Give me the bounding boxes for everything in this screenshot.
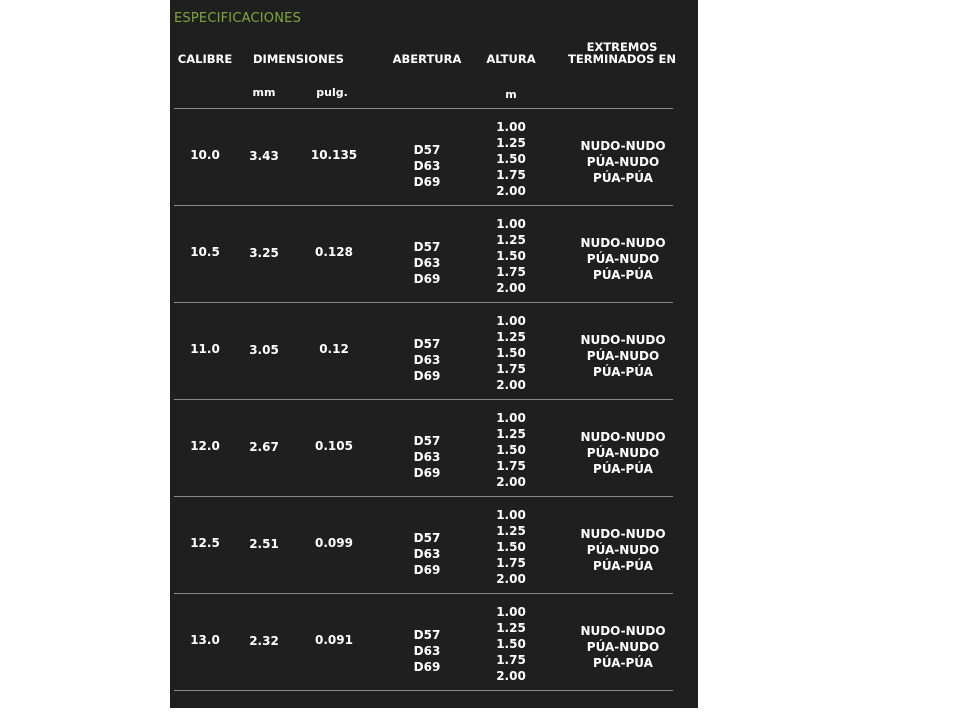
altura-list-item: 1.75 (496, 556, 526, 570)
altura-list-item: 1.50 (496, 540, 526, 554)
altura-list-item: 1.25 (496, 524, 526, 538)
altura-list-item: 1.25 (496, 427, 526, 441)
table-row (170, 206, 698, 303)
altura-list (486, 410, 536, 490)
extremos-list-item: NUDO-NUDO (580, 236, 666, 250)
altura-list-item: 1.25 (496, 621, 526, 635)
abertura-list-item: D63 (413, 256, 441, 270)
abertura-list (402, 336, 452, 384)
header-calibre: CALIBRE (177, 52, 233, 66)
extremos-list-item: PÚA-NUDO (586, 543, 660, 557)
altura-list-item: 1.50 (496, 637, 526, 651)
extremos-list-item: NUDO-NUDO (580, 624, 666, 638)
extremos-list-item: NUDO-NUDO (580, 527, 666, 541)
altura-list-item: 2.00 (496, 572, 526, 586)
altura-list-item: 1.50 (496, 443, 526, 457)
altura-list-item: 1.25 (496, 233, 526, 247)
pulg-cell: 0.12 (319, 342, 349, 356)
abertura-list-item: D63 (413, 450, 441, 464)
altura-list-item: 1.00 (496, 314, 526, 328)
extremos-list-item: PÚA-NUDO (586, 155, 660, 169)
abertura-list-item: D69 (413, 466, 441, 480)
pulg-cell: 0.099 (315, 536, 353, 550)
extremos-list-item: PÚA-PÚA (593, 268, 653, 282)
altura-list (486, 313, 536, 393)
mm-cell: 2.51 (249, 537, 279, 551)
extremos-list-item: NUDO-NUDO (580, 333, 666, 347)
unit-m: m (505, 88, 517, 101)
altura-list-item: 1.50 (496, 249, 526, 263)
extremos-list (573, 332, 673, 380)
altura-list (486, 216, 536, 296)
pulg-cell: 0.091 (315, 633, 353, 647)
mm-cell: 3.25 (249, 246, 279, 260)
pulg-cell: 0.128 (315, 245, 353, 259)
mm-cell: 2.32 (249, 634, 279, 648)
extremos-list-item: NUDO-NUDO (580, 430, 666, 444)
altura-list-item: 1.75 (496, 362, 526, 376)
altura-list-item: 2.00 (496, 475, 526, 489)
header-extremos-line1: EXTREMOS (586, 40, 658, 54)
altura-list-item: 2.00 (496, 669, 526, 683)
altura-list-item: 1.00 (496, 605, 526, 619)
abertura-list (402, 433, 452, 481)
extremos-list (573, 138, 673, 186)
extremos-list-item: NUDO-NUDO (580, 139, 666, 153)
abertura-list-item: D63 (413, 353, 441, 367)
extremos-list-item: PÚA-NUDO (586, 640, 660, 654)
specifications-panel (170, 0, 698, 708)
abertura-list-item: D63 (413, 547, 441, 561)
calibre-cell: 13.0 (190, 633, 220, 647)
mm-cell: 2.67 (249, 440, 279, 454)
abertura-list-item: D63 (413, 644, 441, 658)
table-row (170, 303, 698, 400)
calibre-cell: 10.0 (190, 148, 220, 162)
extremos-list-item: PÚA-PÚA (593, 559, 653, 573)
calibre-cell: 12.5 (190, 536, 220, 550)
table-row (170, 497, 698, 594)
altura-list-item: 1.00 (496, 508, 526, 522)
abertura-list-item: D57 (413, 240, 441, 254)
altura-list-item: 1.50 (496, 346, 526, 360)
altura-list-item: 1.00 (496, 120, 526, 134)
altura-list (486, 119, 536, 199)
header-abertura: ABERTURA (392, 52, 462, 66)
abertura-list-item: D69 (413, 660, 441, 674)
header-dimensiones: DIMENSIONES (253, 52, 344, 66)
abertura-list-item: D57 (413, 628, 441, 642)
row-divider (174, 690, 673, 691)
extremos-list-item: PÚA-NUDO (586, 446, 660, 460)
altura-list-item: 1.75 (496, 459, 526, 473)
extremos-list (573, 526, 673, 574)
extremos-list-item: PÚA-NUDO (586, 349, 660, 363)
table-row (170, 109, 698, 206)
abertura-list-item: D57 (413, 434, 441, 448)
table-row (170, 400, 698, 497)
extremos-list (573, 235, 673, 283)
extremos-list-item: PÚA-PÚA (593, 656, 653, 670)
abertura-list (402, 239, 452, 287)
extremos-list (573, 429, 673, 477)
abertura-list-item: D69 (413, 563, 441, 577)
altura-list (486, 507, 536, 587)
altura-list (486, 604, 536, 684)
altura-list-item: 1.00 (496, 411, 526, 425)
altura-list-item: 1.25 (496, 136, 526, 150)
pulg-cell: 0.105 (315, 439, 353, 453)
pulg-cell: 10.135 (310, 148, 358, 162)
unit-mm: mm (252, 86, 276, 99)
abertura-list (402, 142, 452, 190)
abertura-list-item: D69 (413, 272, 441, 286)
abertura-list-item: D57 (413, 143, 441, 157)
calibre-cell: 11.0 (190, 342, 220, 356)
altura-list-item: 1.50 (496, 152, 526, 166)
abertura-list (402, 530, 452, 578)
altura-list-item: 1.75 (496, 168, 526, 182)
table-row (170, 594, 698, 691)
abertura-list-item: D69 (413, 369, 441, 383)
altura-list-item: 1.75 (496, 653, 526, 667)
abertura-list-item: D57 (413, 531, 441, 545)
section-title: ESPECIFICACIONES (174, 11, 302, 26)
calibre-cell: 12.0 (190, 439, 220, 453)
extremos-list-item: PÚA-PÚA (593, 462, 653, 476)
altura-list-item: 2.00 (496, 184, 526, 198)
header-extremos-line2: TERMINADOS EN (568, 52, 676, 66)
unit-pulg: pulg. (316, 86, 348, 99)
calibre-cell: 10.5 (190, 245, 220, 259)
altura-list-item: 2.00 (496, 281, 526, 295)
header-altura: ALTURA (486, 52, 536, 66)
abertura-list-item: D69 (413, 175, 441, 189)
header-extremos (563, 41, 681, 65)
abertura-list (402, 627, 452, 675)
extremos-list (573, 623, 673, 671)
mm-cell: 3.43 (249, 149, 279, 163)
extremos-list-item: PÚA-PÚA (593, 171, 653, 185)
mm-cell: 3.05 (249, 343, 279, 357)
abertura-list-item: D57 (413, 337, 441, 351)
altura-list-item: 1.25 (496, 330, 526, 344)
altura-list-item: 2.00 (496, 378, 526, 392)
altura-list-item: 1.75 (496, 265, 526, 279)
abertura-list-item: D63 (413, 159, 441, 173)
extremos-list-item: PÚA-NUDO (586, 252, 660, 266)
extremos-list-item: PÚA-PÚA (593, 365, 653, 379)
altura-list-item: 1.00 (496, 217, 526, 231)
